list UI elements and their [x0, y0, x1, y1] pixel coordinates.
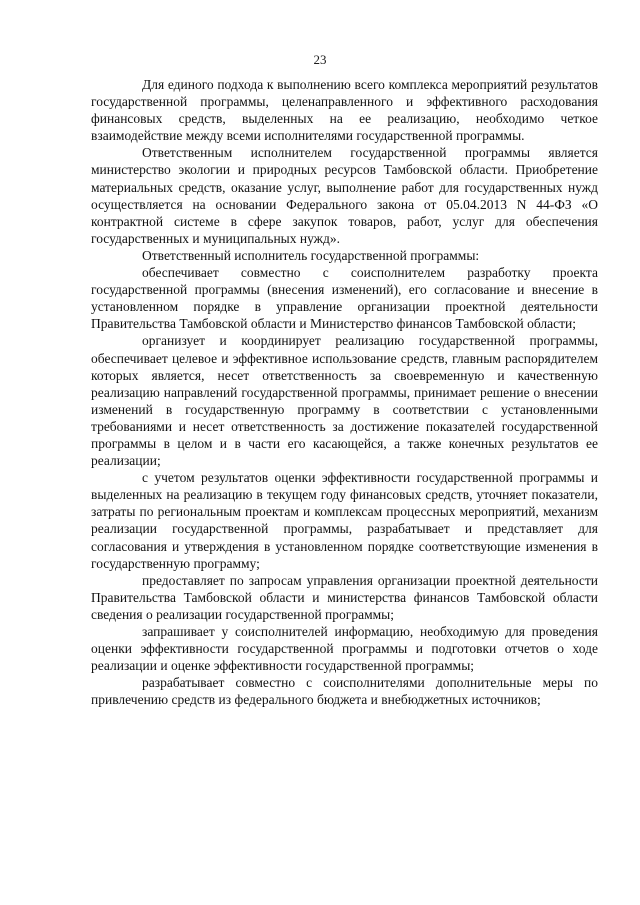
paragraph-responsible-executor: Ответственным исполнителем государственной программы является министерство экологии и природных ресурсов Тамбовской области. Приобретение материальных средств, оказание услуг, выполнение работ для государственных нужд осуществляется на основании Федерального закона от 05.04.2013 N 44-ФЗ «О контрактной системе в сфере закупок товаров, работ, услуг для обеспечения государственных и муниципальных нужд».	[91, 145, 598, 246]
paragraph-duty-organizing: организует и координирует реализацию государственной программы, обеспечивает целевое и эффективное использование средств, главным распорядителем которых является, несет ответственность за своевременную и качественную реализацию направлений государственной программы, принимает решение о внесении изменений в государственную программу в соответствии с установленными требованиями и несет ответственность за достижение показателей государственной программы в целом и в части его касающейся, а также конечных результатов ее реализации;	[91, 333, 598, 469]
page-number: 23	[313, 52, 327, 67]
paragraph-duty-adjusting: с учетом результатов оценки эффективности государственной программы и выделенных на реализацию в текущем году финансовых средств, уточняет показатели, затраты по региональным проектам и комплексам процессных мероприятий, механизм реализации государственной программы, разрабатывает и представляет для согласования и утверждения в установленном порядке соответствующие изменения в государственную программу;	[91, 470, 598, 571]
paragraph-duty-funding: разрабатывает совместно с соисполнителями дополнительные меры по привлечению средств из федерального бюджета и внебюджетных источников;	[91, 675, 598, 708]
paragraph-coordination: Для единого подхода к выполнению всего комплекса мероприятий результатов государственной программы, целенаправленного и эффективного расходования финансовых средств, выделенных на ее реализацию, необходимо четкое взаимодействие между всеми исполнителями государственной программы.	[91, 77, 598, 144]
paragraph-executor-duties-intro: Ответственный исполнитель государственной программы:	[142, 247, 480, 263]
paragraph-duty-drafting: обеспечивает совместно с соисполнителем разработку проекта государственной программы (внесения изменений), его согласование и внесение в установленном порядке в управление организации проектной деятельности Правительства Тамбовской области и Министерство финансов Тамбовской области;	[91, 265, 598, 332]
document-body	[91, 76, 598, 708]
paragraph-duty-reporting: предоставляет по запросам управления организации проектной деятельности Правительства Тамбовской области и министерства финансов Тамбовской области сведения о реализации государственной программы;	[91, 572, 598, 622]
paragraph-duty-requesting: запрашивает у соисполнителей информацию, необходимую для проведения оценки эффективности государственной программы и подготовки отчетов о ходе реализации и оценке эффективности государственной программы;	[91, 624, 598, 674]
